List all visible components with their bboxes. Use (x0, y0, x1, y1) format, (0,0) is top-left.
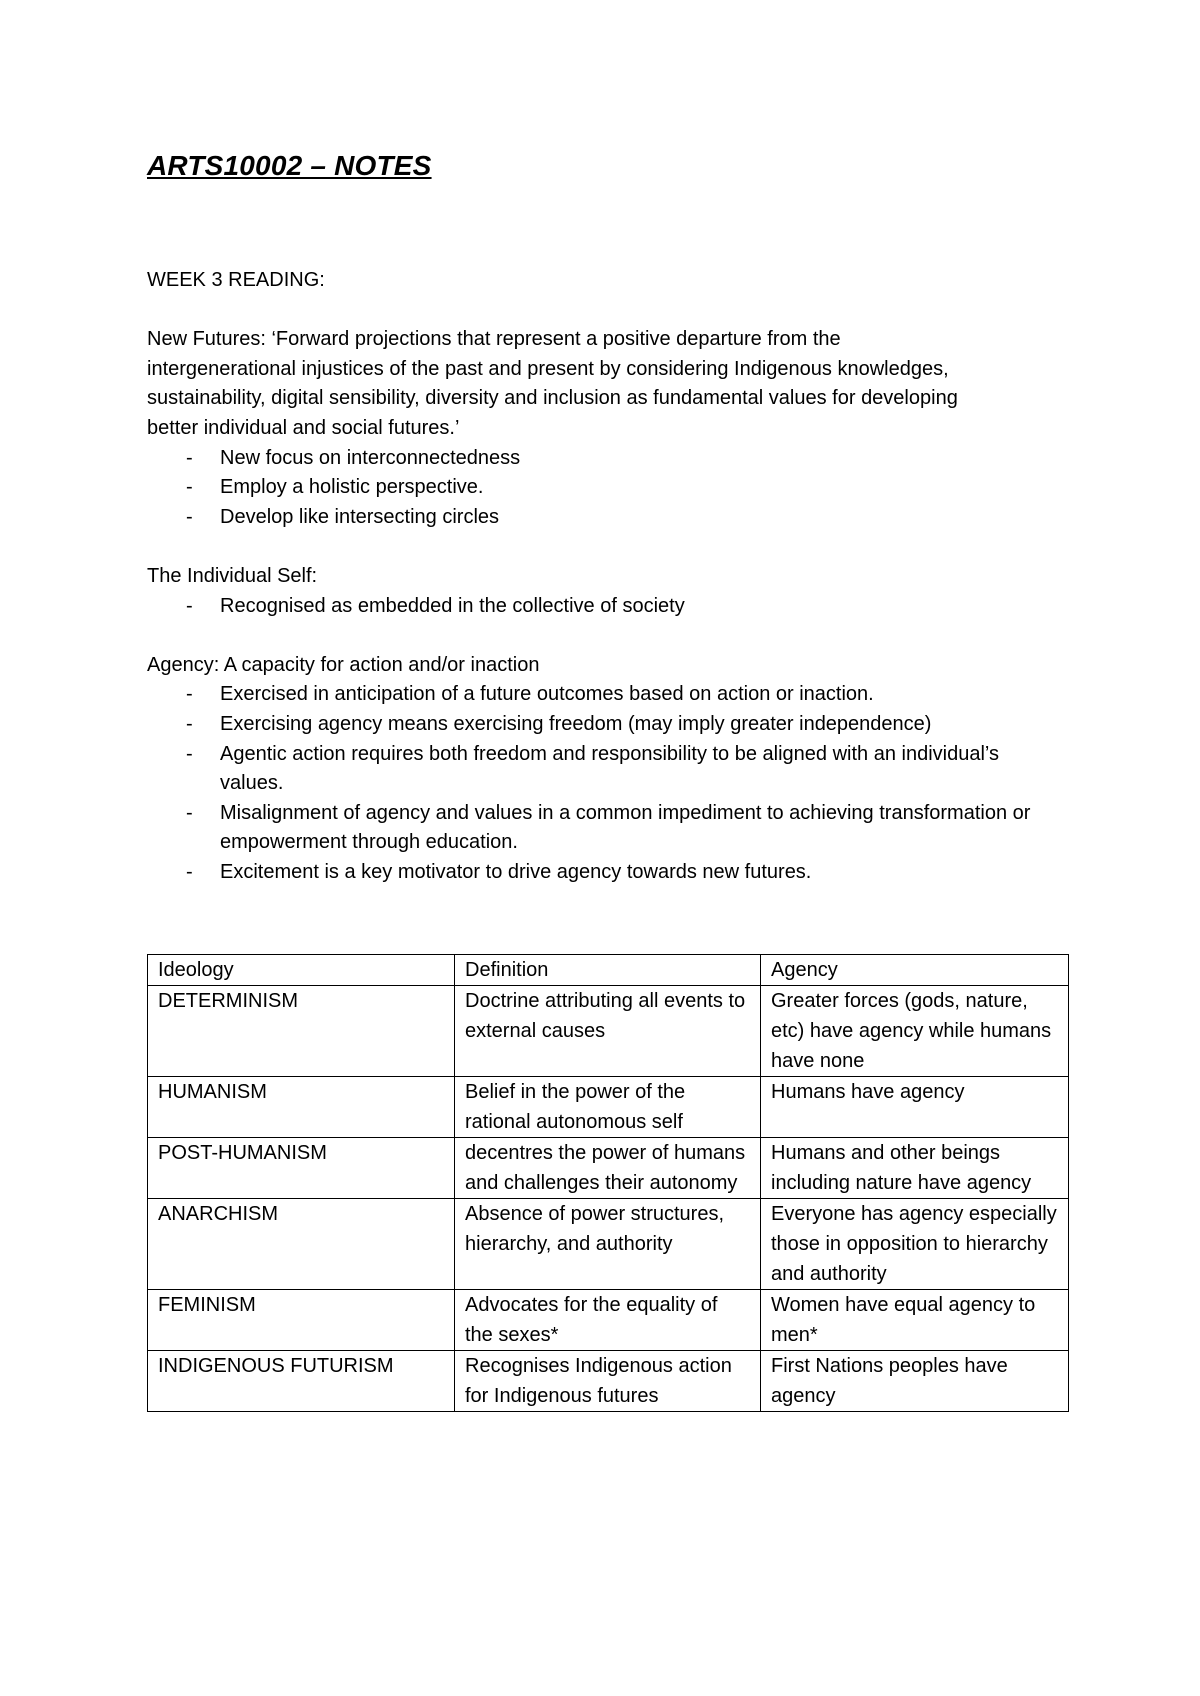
table-row (148, 1290, 1069, 1351)
dash-bullet: - (186, 742, 193, 765)
list-item-text: New focus on interconnectedness (220, 446, 521, 469)
table-cell: Belief in the power of the rational autonomous self (455, 1077, 761, 1138)
list-item-text: Employ a holistic perspective. (220, 476, 484, 499)
table-cell: INDIGENOUS FUTURISM (148, 1351, 455, 1412)
table-cell: HUMANISM (148, 1077, 455, 1138)
table-cell: Greater forces (gods, nature, etc) have agency while humans have none (761, 986, 1069, 1077)
individual-self-heading: The Individual Self: (147, 564, 318, 587)
dash-bullet: - (186, 594, 193, 617)
list-item (147, 592, 1067, 622)
list-item (147, 680, 1067, 710)
list-item (147, 740, 1067, 799)
table-cell: Doctrine attributing all events to external causes (455, 986, 761, 1077)
paragraph-line: better individual and social futures.’ (147, 416, 460, 439)
list-item (147, 473, 1067, 503)
table-cell: DETERMINISM (148, 986, 455, 1077)
table-cell: Humans and other beings including nature have agency (761, 1138, 1069, 1199)
dash-bullet: - (186, 505, 193, 528)
week-heading: WEEK 3 READING: (147, 269, 325, 291)
list-item-text: Agentic action requires both freedom and responsibility to be aligned with an individual’s values. (220, 742, 999, 795)
spacer (147, 532, 1067, 562)
list-item (147, 503, 1067, 533)
table-cell: Everyone has agency especially those in opposition to hierarchy and authority (761, 1199, 1069, 1290)
individual-self-bullets (147, 592, 1067, 622)
agency-heading: Agency: A capacity for action and/or inaction (147, 653, 540, 676)
column-header: Agency (761, 955, 1069, 986)
table-cell: POST-HUMANISM (148, 1138, 455, 1199)
spacer (147, 296, 1067, 326)
new-futures-paragraph (147, 325, 1067, 443)
paragraph-line: intergenerational injustices of the past and present by considering Indigenous knowledges, (147, 357, 949, 380)
table-row (148, 986, 1069, 1077)
list-item-text: Misalignment of agency and values in a common impediment to achieving transformation or empowerment through education. (220, 801, 1031, 854)
list-item (147, 799, 1067, 858)
table-cell: Recognises Indigenous action for Indigenous futures (455, 1351, 761, 1412)
table-cell: Advocates for the equality of the sexes* (455, 1290, 761, 1351)
dash-bullet: - (186, 476, 193, 499)
list-item-text: Exercised in anticipation of a future outcomes based on action or inaction. (220, 683, 874, 706)
table-cell: Women have equal agency to men* (761, 1290, 1069, 1351)
table-cell: Absence of power structures, hierarchy, and authority (455, 1199, 761, 1290)
list-item (147, 710, 1067, 740)
paragraph-line: sustainability, digital sensibility, diversity and inclusion as fundamental values for developing (147, 387, 958, 410)
table-cell: ANARCHISM (148, 1199, 455, 1290)
new-futures-bullets (147, 444, 1067, 533)
list-item-text: Exercising agency means exercising freedom (may imply greater independence) (220, 712, 932, 735)
dash-bullet: - (186, 446, 193, 469)
table-cell: First Nations peoples have agency (761, 1351, 1069, 1412)
table-header-row (148, 955, 1069, 986)
paragraph-line: New Futures: ‘Forward projections that represent a positive departure from the (147, 328, 841, 351)
agency-bullets (147, 680, 1067, 887)
document-title: ARTS10002 – NOTES (147, 150, 432, 181)
table-cell: Humans have agency (761, 1077, 1069, 1138)
list-item (147, 444, 1067, 474)
dash-bullet: - (186, 683, 193, 706)
spacer (147, 621, 1067, 651)
ideology-table (147, 954, 1069, 1412)
table-row (148, 1351, 1069, 1412)
column-header: Ideology (148, 955, 455, 986)
table-row (148, 1138, 1069, 1199)
dash-bullet: - (186, 860, 193, 883)
table-cell: FEMINISM (148, 1290, 455, 1351)
list-item (147, 858, 1067, 888)
list-item-text: Excitement is a key motivator to drive agency towards new futures. (220, 860, 812, 883)
table-row (148, 1077, 1069, 1138)
list-item-text: Develop like intersecting circles (220, 505, 500, 528)
table-row (148, 1199, 1069, 1290)
table-cell: decentres the power of humans and challenges their autonomy (455, 1138, 761, 1199)
column-header: Definition (455, 955, 761, 986)
list-item-text: Recognised as embedded in the collective of society (220, 594, 685, 617)
notes-body (147, 266, 1067, 887)
dash-bullet: - (186, 801, 193, 824)
dash-bullet: - (186, 712, 193, 735)
